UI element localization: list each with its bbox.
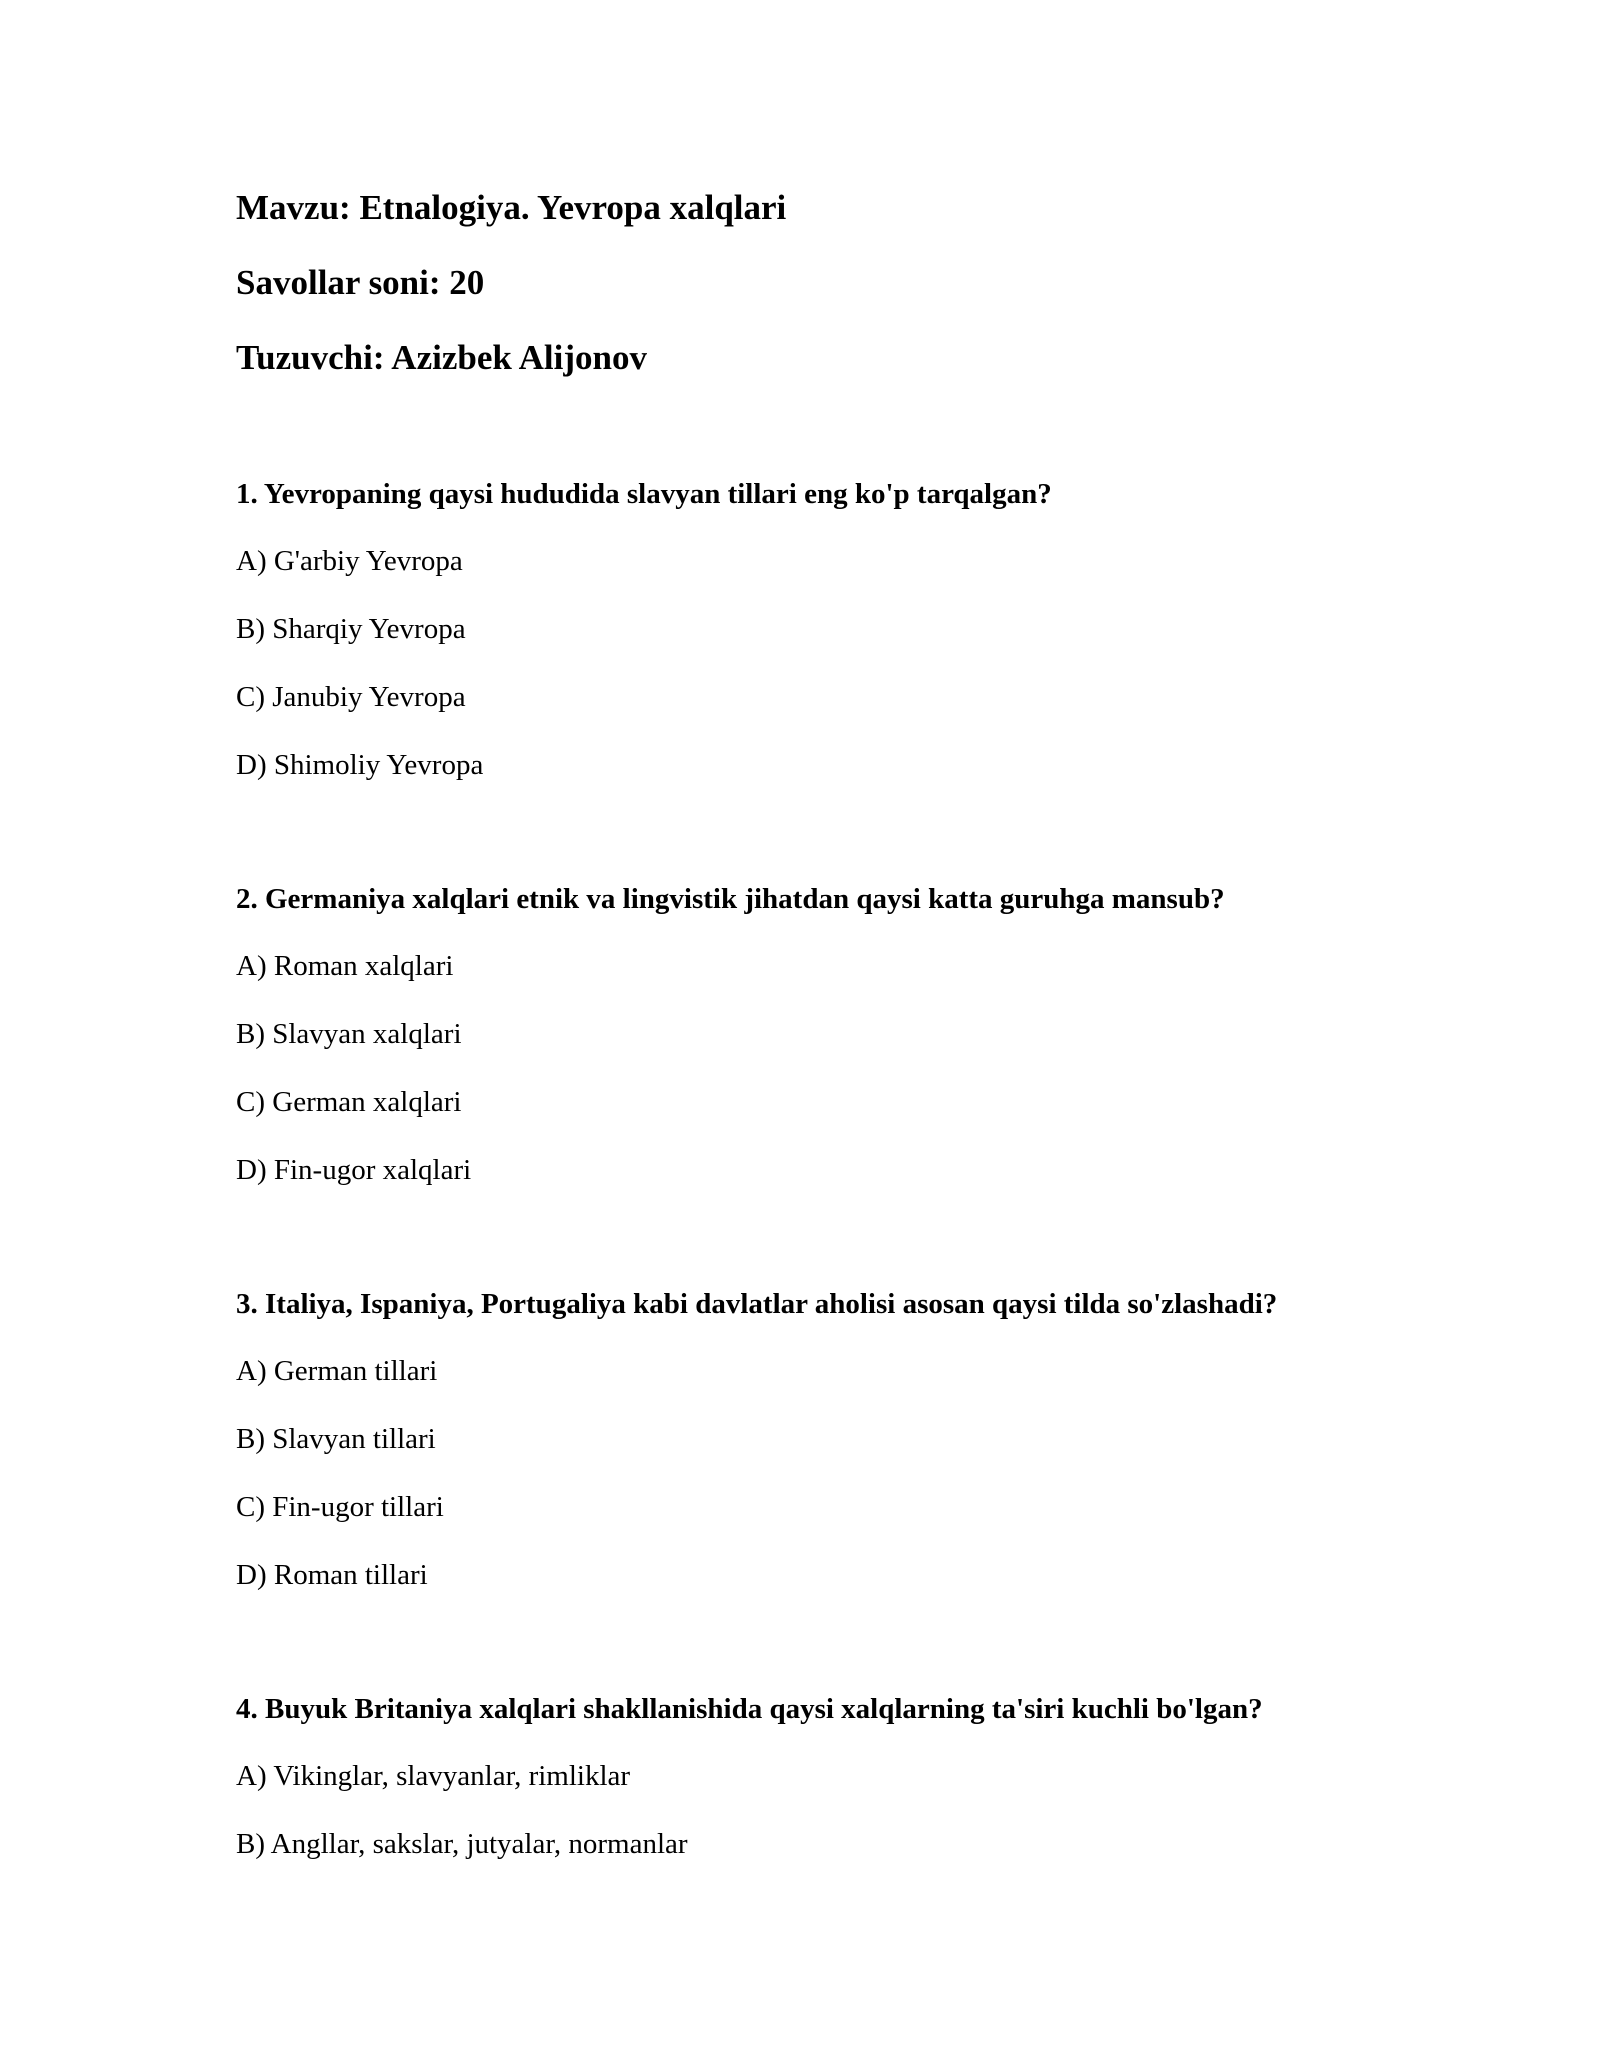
question-text: 1. Yevropaning qaysi hududida slavyan tillari eng ko'p tarqalgan? (236, 478, 1052, 510)
question-4 (236, 1691, 1436, 1862)
document-header (236, 186, 1436, 380)
option-c: C) German xalqlari (236, 1086, 462, 1118)
option-d: D) Roman tillari (236, 1559, 428, 1591)
question-text: 4. Buyuk Britaniya xalqlari shakllanishida qaysi xalqlarning ta'siri kuchli bo'lgan? (236, 1693, 1263, 1725)
option-b: B) Slavyan xalqlari (236, 1018, 462, 1050)
question-3 (236, 1286, 1436, 1593)
topic-line: Mavzu: Etnalogiya. Yevropa xalqlari (236, 188, 787, 227)
document-content (236, 186, 1436, 1960)
option-d: D) Fin-ugor xalqlari (236, 1154, 472, 1186)
question-1 (236, 476, 1436, 783)
option-b: B) Angllar, sakslar, jutyalar, normanlar (236, 1828, 688, 1860)
question-count-line: Savollar soni: 20 (236, 263, 485, 302)
question-text: 2. Germaniya xalqlari etnik va lingvistik jihatdan qaysi katta guruhga mansub? (236, 883, 1225, 915)
option-c: C) Janubiy Yevropa (236, 681, 466, 713)
option-a: A) German tillari (236, 1355, 438, 1387)
question-2 (236, 881, 1436, 1188)
option-a: A) G'arbiy Yevropa (236, 545, 463, 577)
option-d: D) Shimoliy Yevropa (236, 749, 484, 781)
option-a: A) Vikinglar, slavyanlar, rimliklar (236, 1760, 631, 1792)
option-a: A) Roman xalqlari (236, 950, 454, 982)
author-line: Tuzuvchi: Azizbek Alijonov (236, 338, 647, 377)
option-b: B) Slavyan tillari (236, 1423, 436, 1455)
option-b: B) Sharqiy Yevropa (236, 613, 466, 645)
question-text: 3. Italiya, Ispaniya, Portugaliya kabi davlatlar aholisi asosan qaysi tilda so'zlashadi? (236, 1288, 1278, 1320)
option-c: C) Fin-ugor tillari (236, 1491, 444, 1523)
